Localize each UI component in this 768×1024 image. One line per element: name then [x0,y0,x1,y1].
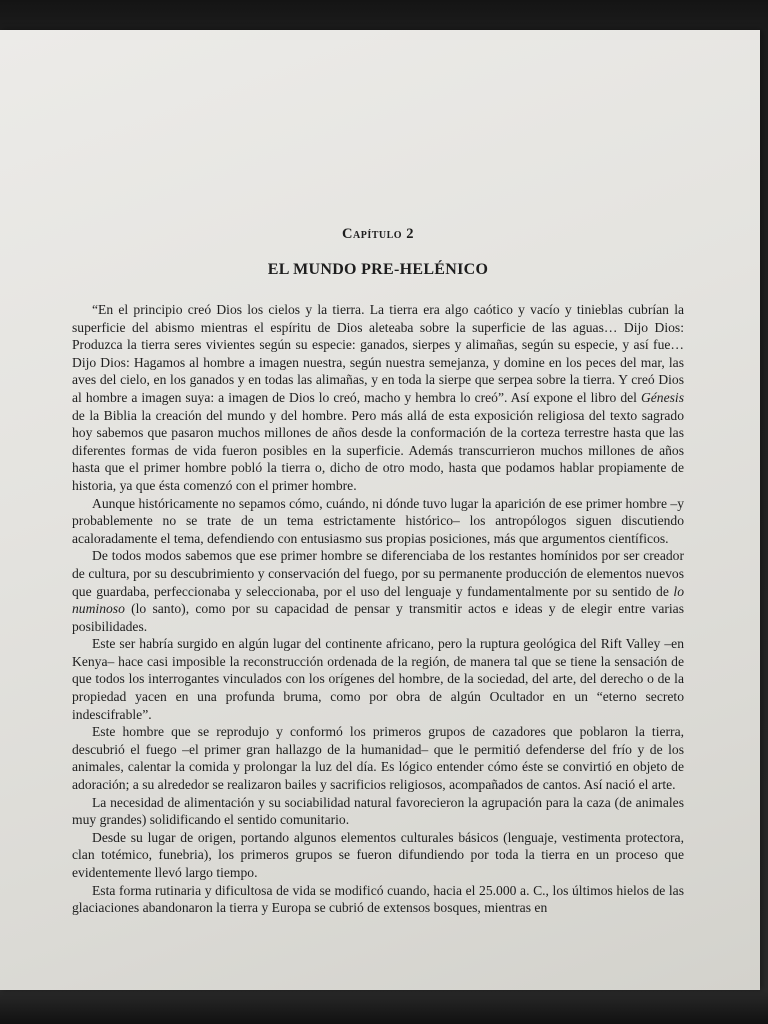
paragraph-text: Aunque históricamente no sepamos cómo, cuándo, ni dónde tuvo lugar la aparición de ese primer hombre –y probablemente no se trate de un tema estrictamente histórico– los antropólogos siguen discutiendo acaloradamente el tema, defendiendo con entusiasmo sus propias posiciones, más que argumentos científicos. [72,495,684,546]
page-content [72,226,684,917]
paragraph [72,301,684,495]
paragraph-text: de la Biblia la creación del mundo y del hombre. Pero más allá de esta exposición religiosa del texto sagrado hoy sabemos que pasaron muchos millones de años desde la conformación de la corteza terrestre hasta que las diferentes formas de vida fueron posibles en la superficie. Además transcurrieron muchos millones de años hasta que el primer hombre pobló la tierra o, dicho de otro modo, hasta que podamos hablar propiamente de historia, ya que ésta comenzó con el primer hombre. [72,407,684,493]
paragraph [72,635,684,723]
chapter-label-text: Capítulo 2 [342,226,414,242]
chapter-label [72,226,684,243]
paragraph-text: (lo santo), como por su capacidad de pensar y transmitir actos e ideas y de elegir entre varias posibilidades. [72,601,684,634]
italic-text: Génesis [640,389,684,405]
paragraph-text: La necesidad de alimentación y su sociabilidad natural favorecieron la agrupación para la caza (de animales muy grandes) solidificando el sentido comunitario. [72,794,684,828]
paragraph [72,547,684,635]
paragraph [72,723,684,793]
italic-text: lo numinoso [72,583,684,617]
chapter-title: EL MUNDO PRE-HELÉNICO [267,261,489,278]
paragraph [72,882,684,917]
paragraph-text: De todos modos sabemos que ese primer hombre se diferenciaba de los restantes homínidos por ser creador de cultura, por su descubrimiento y conservación del fuego, por su permanente producción de elementos nuevos que guardaba, perfeccionaba y seleccionaba, por el uso del lenguaje y fundamentalmente por su sentido de [72,548,684,599]
paragraph [72,829,684,882]
paragraph-text: Este hombre que se reprodujo y conformó los primeros grupos de cazadores que poblaron la tierra, descubrió el fuego –el primer gran hallazgo de la humanidad– que le permitió defenderse del frío y de los animales, calentar la comida y prolongar la luz del día. Es lógico entender cómo éste se convirtió en objeto de adoración; a su alrededor se realizaron bailes y sacrificios religiosos, acompañados de cantos. Así nació el arte. [72,724,684,793]
paragraph [72,794,684,829]
paragraph-text: “En el principio creó Dios los cielos y la tierra. La tierra era algo caótico y vacío y tinieblas cubrían la superficie del abismo mientras el espíritu de Dios aleteaba sobre la superficie de las aguas… Dijo Dios: Produzca la tierra seres vivientes según su especie: ganados, sierpes y alimañas, según su especie, y así fue… Dijo Dios: Hagamos al hombre a imagen nuestra, según nuestra semejanza, y domine en los peces del mar, las aves del cielo, en los ganados y en todas las alimañas, y en toda la sierpe que serpea sobre la tierra. Y creó Dios al hombre a imagen suya: a imagen de Dios lo creó, macho y hembra lo creó”. Así expone el libro del [72,302,684,405]
paragraph-text: Desde su lugar de origen, portando algunos elementos culturales básicos (lenguaje, vestimenta protectora, clan totémico, funebria), los primeros grupos se fueron difundiendo por toda la tierra en un proceso que evidentemente llevó largo tiempo. [72,829,684,880]
book-page [0,30,760,990]
paragraph [72,495,684,548]
chapter-body [72,301,684,917]
paragraph-text: Este ser habría surgido en algún lugar del continente africano, pero la ruptura geológica del Rift Valley –en Kenya– hace casi imposible la reconstrucción ordenada de la región, de manera tal que se tiene la sensación de que todos los interrogantes vinculados con los orígenes del hombre, de la sociedad, del arte, del derecho o de la propiedad yacen en una profunda bruma, como por obra de algún Ocultador en un “eterno secreto indescifrable”. [72,636,684,722]
paragraph-text: Esta forma rutinaria y dificultosa de vida se modificó cuando, hacia el 25.000 a. C., los últimos hielos de las glaciaciones abandonaron la tierra y Europa se cubrió de extensos bosques, mientras en [72,882,684,916]
